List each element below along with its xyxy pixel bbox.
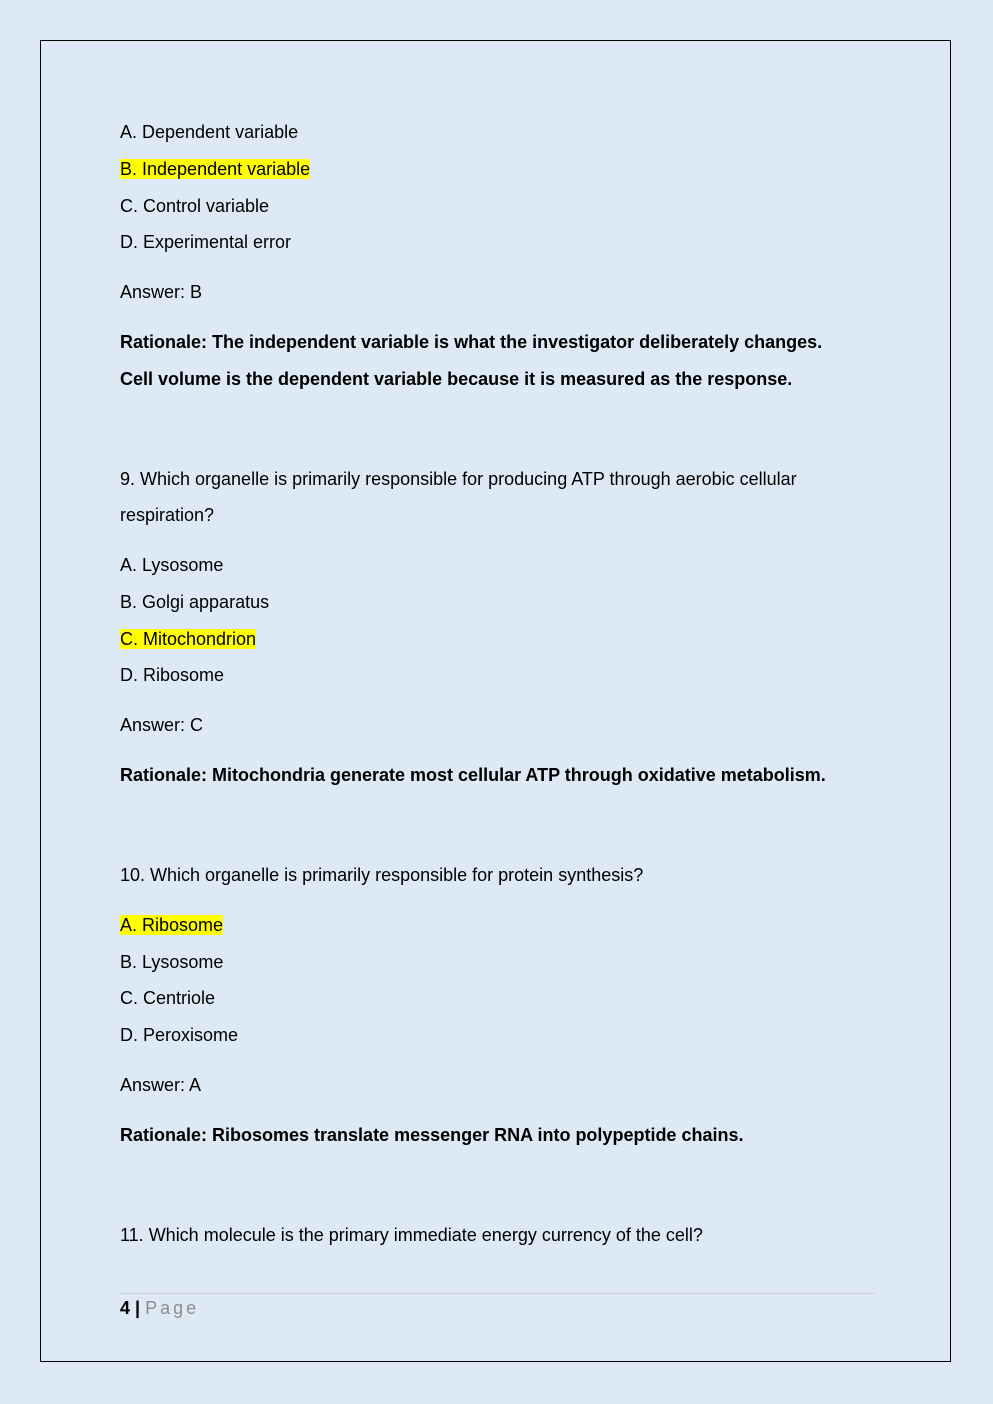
footer-separator: |	[135, 1298, 141, 1318]
q9-question-line-1: 9. Which organelle is primarily responsible for producing ATP through aerobic cellular	[120, 469, 797, 489]
q8-rationale-line-1: Rationale: The independent variable is what the investigator deliberately changes.	[120, 332, 823, 352]
q9-option-c-highlight: C. Mitochondrion	[120, 629, 257, 649]
q10-option-c: C. Centriole	[120, 988, 216, 1008]
q10-answer: Answer: A	[120, 1075, 202, 1095]
page-number: 4	[120, 1298, 131, 1318]
q10-option-a-highlight: A. Ribosome	[120, 915, 224, 935]
q11-question: 11. Which molecule is the primary immediate energy currency of the cell?	[120, 1225, 703, 1245]
q10-question: 10. Which organelle is primarily responsible for protein synthesis?	[120, 865, 644, 885]
q9-question-line-2: respiration?	[120, 505, 215, 525]
q9-answer: Answer: C	[120, 715, 204, 735]
page-footer	[120, 1297, 199, 1319]
q10-option-d: D. Peroxisome	[120, 1025, 239, 1045]
q8-option-b	[120, 158, 310, 180]
q10-option-a	[120, 914, 223, 936]
q8-option-c: C. Control variable	[120, 196, 270, 216]
q8-rationale-line-2: Cell volume is the dependent variable because it is measured as the response.	[120, 369, 793, 389]
page-word: Page	[145, 1298, 200, 1318]
q9-option-d: D. Ribosome	[120, 665, 225, 685]
q9-rationale: Rationale: Mitochondria generate most cellular ATP through oxidative metabolism.	[120, 765, 826, 785]
q9-option-b: B. Golgi apparatus	[120, 592, 270, 612]
q10-rationale: Rationale: Ribosomes translate messenger RNA into polypeptide chains.	[120, 1125, 744, 1145]
q9-option-a: A. Lysosome	[120, 555, 224, 575]
q8-answer: Answer: B	[120, 282, 203, 302]
footer-divider	[120, 1293, 875, 1294]
q8-option-b-highlight: B. Independent variable	[120, 159, 311, 179]
q8-option-a: A. Dependent variable	[120, 122, 299, 142]
q8-option-d: D. Experimental error	[120, 232, 292, 252]
q9-option-c	[120, 628, 256, 650]
q10-option-b: B. Lysosome	[120, 952, 224, 972]
